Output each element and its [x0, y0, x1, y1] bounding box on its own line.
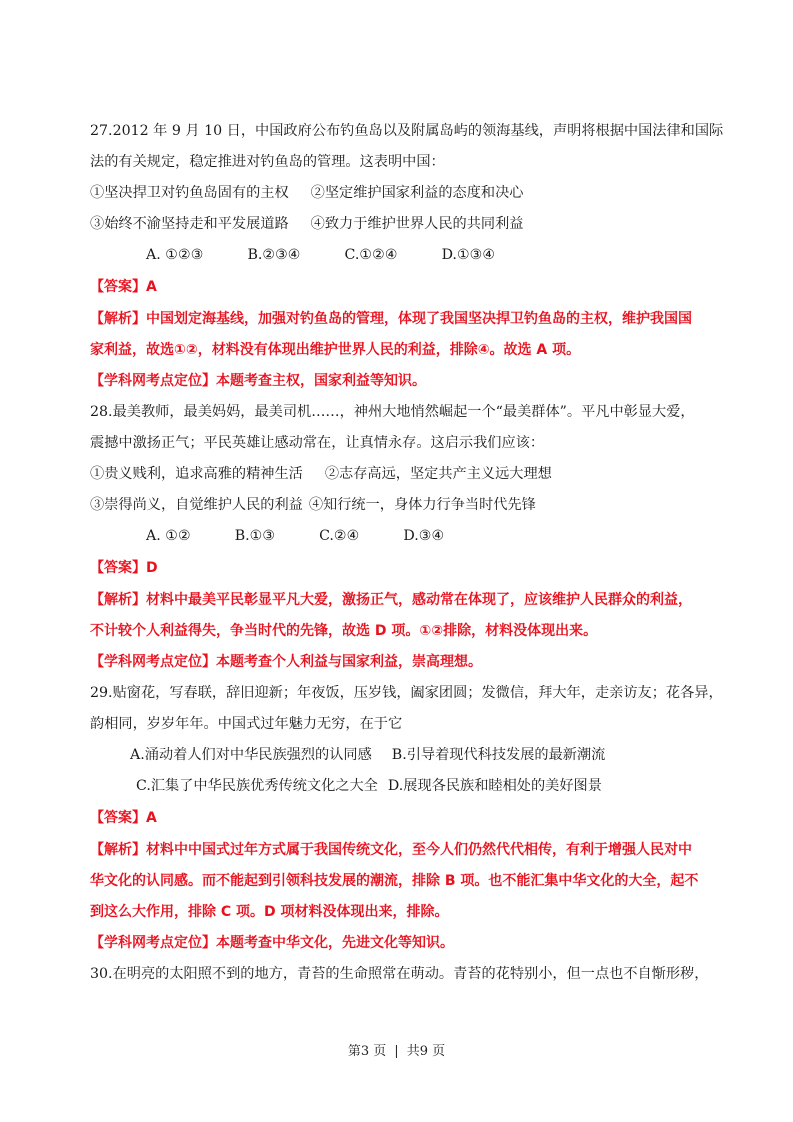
page-footer	[0, 1040, 793, 1059]
q29-analysis-line-2: 华文化的认同感。而不能起到引领科技发展的潮流，排除 B 项。也不能汇集中华文化的大全，起不	[90, 873, 699, 889]
q29-analysis-line-3: 到这么大作用，排除 C 项。D 项材料没体现出来，排除。	[90, 904, 449, 920]
q27-option-a: A. ①②③	[146, 247, 204, 263]
page-total: 共9 页	[406, 1044, 446, 1059]
q28-item-1: ①贵义贱利，追求高雅的精神生活	[90, 466, 303, 482]
page-number: 第3 页	[347, 1044, 387, 1059]
q27-option-d: D.①③④	[441, 247, 496, 263]
q29-option-a: A.涌动着人们对中华民族强烈的认同感	[130, 747, 372, 763]
q29-answer: 【答案】A	[90, 810, 157, 826]
footer-separator: |	[394, 1044, 399, 1059]
q28-items-row-2	[90, 495, 536, 515]
q27-item-1: ①坚决捍卫对钓鱼岛固有的主权	[90, 185, 289, 201]
q27-answer: 【答案】A	[90, 279, 157, 295]
q27-items-row-2	[90, 214, 523, 234]
q27-items-row-1	[90, 183, 523, 203]
q28-analysis-line-1: 【解析】材料中最美平民彰显平凡大爱，激扬正气，感动常在体现了，应该维护人民群众的利益，	[90, 592, 692, 608]
q28-analysis-line-2: 不计较个人利益得失，争当时代的先锋，故选 D 项。①②排除，材料没体现出来。	[90, 623, 598, 639]
q27-stem-line-2: 法的有关规定，稳定推进对钓鱼岛的管理。这表明中国：	[90, 154, 445, 170]
q29-option-b: B.引导着现代科技发展的最新潮流	[391, 747, 606, 763]
q28-option-b: B.①③	[234, 528, 276, 544]
q28-item-2: ②志存高远，坚定共产主义远大理想	[324, 466, 552, 482]
q29-stem-line-2: 韵相同，岁岁年年。中国式过年魅力无穷，在于它	[90, 716, 403, 732]
q29-option-c: C.汇集了中华民族优秀传统文化之大全	[136, 778, 378, 794]
q27-options	[146, 245, 495, 265]
q27-analysis-line-2: 家利益，故选①②，材料没有体现出维护世界人民的利益，排除④。故选 A 项。	[90, 342, 581, 358]
q28-knowledge-point: 【学科网考点定位】本题考查个人利益与国家利益，崇高理想。	[90, 654, 482, 670]
q29-stem-line-1: 29.贴窗花，写春联，辞旧迎新；年夜饭，压岁钱，阖家团圆；发微信，拜大年，走亲访友；花各异，	[90, 685, 723, 701]
q30-stem-line-1: 30.在明亮的太阳照不到的地方，青苔的生命照常在萌动。青苔的花特别小，但一点也不自惭形秽，	[90, 966, 709, 982]
q28-item-4: ④知行统一，身体力行争当时代先锋	[308, 497, 536, 513]
q27-option-c: C.①②④	[344, 247, 398, 263]
q28-option-a: A. ①②	[146, 528, 191, 544]
q28-answer: 【答案】D	[90, 560, 158, 576]
q27-stem-line-1: 27.2012 年 9 月 10 日，中国政府公布钓鱼岛以及附属岛屿的领海基线，声明将根据中国法律和国际	[90, 123, 724, 139]
q27-analysis-line-1: 【解析】中国划定海基线，加强对钓鱼岛的管理，体现了我国坚决捍卫钓鱼岛的主权，维护我国国	[90, 311, 692, 327]
q28-items-row-1	[90, 464, 552, 484]
q29-analysis-line-1: 【解析】材料中中国式过年方式属于我国传统文化，至今人们仍然代代相传，有利于增强人民对中	[90, 842, 692, 858]
q27-option-b: B.②③④	[247, 247, 301, 263]
q27-item-2: ②坚定维护国家利益的态度和决心	[310, 185, 524, 201]
q28-options	[146, 526, 444, 546]
q29-knowledge-point: 【学科网考点定位】本题考查中华文化，先进文化等知识。	[90, 935, 454, 951]
q29-options-row-2	[136, 776, 602, 796]
q27-item-3: ③始终不渝坚持走和平发展道路	[90, 216, 289, 232]
q27-item-4: ④致力于维护世界人民的共同利益	[310, 216, 524, 232]
q28-stem-line-2: 震撼中激扬正气；平民英雄让感动常在，让真情永存。这启示我们应该：	[90, 435, 545, 451]
q29-options-row-1	[130, 745, 605, 765]
q28-item-3: ③崇得尚义，自觉维护人民的利益	[90, 497, 303, 513]
q28-option-d: D.③④	[403, 528, 445, 544]
q27-knowledge-point: 【学科网考点定位】本题考查主权，国家利益等知识。	[90, 373, 426, 389]
q29-option-d: D.展现各民族和睦相处的美好图景	[387, 778, 602, 794]
q28-stem-line-1: 28.最美教师，最美妈妈，最美司机……，神州大地悄然崛起一个“最美群体”。平凡中彰显大爱，	[90, 404, 695, 420]
q28-option-c: C.②④	[319, 528, 360, 544]
